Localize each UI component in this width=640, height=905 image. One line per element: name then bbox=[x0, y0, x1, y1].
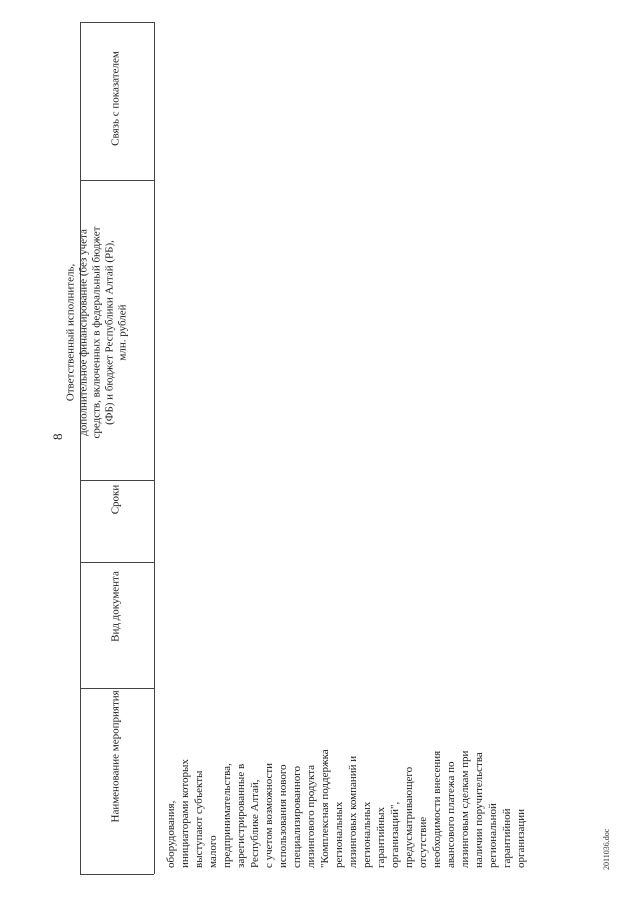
event-description-line: организаций", bbox=[389, 801, 401, 868]
event-description-line: наличии поручительства bbox=[473, 752, 485, 868]
event-description-line: региональной bbox=[487, 803, 499, 868]
event-description-line: лизинговым сделкам при bbox=[459, 750, 471, 868]
header-document-type: Вид документа bbox=[109, 571, 122, 642]
event-description-line: специализированного bbox=[291, 766, 303, 868]
header-responsible-line: млн. рублей bbox=[116, 304, 129, 361]
event-description-line: гарантийных bbox=[375, 806, 387, 868]
event-description-line: инициаторами которых bbox=[179, 759, 191, 868]
event-description-line: малого bbox=[207, 835, 219, 868]
event-description-line: организации bbox=[515, 808, 527, 868]
event-description-line: региональных bbox=[361, 801, 373, 868]
event-description-line: Республике Алтай, bbox=[249, 779, 261, 868]
table-bottom-border bbox=[80, 874, 154, 875]
event-description-line: необходимости внесения bbox=[431, 750, 443, 868]
header-responsible-line: Ответственный исполнитель, bbox=[64, 263, 77, 402]
event-description-line: предусматривающего bbox=[403, 766, 415, 868]
header-responsible bbox=[65, 218, 130, 448]
page-number: 8 bbox=[50, 433, 65, 440]
table-right-border bbox=[154, 22, 155, 874]
column-divider-4 bbox=[80, 688, 154, 689]
column-divider-1 bbox=[80, 180, 154, 181]
header-deadlines: Сроки bbox=[109, 484, 122, 515]
header-responsible-line: средств, включенных в федеральный бюджет bbox=[90, 226, 103, 439]
event-description-line: использования нового bbox=[277, 764, 289, 868]
event-description-line: "Комплексная поддержка bbox=[319, 749, 331, 868]
event-description-line: выступают субъекты bbox=[193, 770, 205, 868]
event-description-line: зарегистрированные в bbox=[235, 763, 247, 868]
event-description bbox=[164, 749, 528, 868]
event-description-line: региональных bbox=[333, 801, 345, 868]
event-description-line: лизингового продукта bbox=[305, 764, 317, 868]
event-description-line: лизинговых компаний и bbox=[347, 755, 359, 868]
header-event-name: Наименование мероприятия bbox=[109, 690, 122, 823]
event-description-line: гарантийной bbox=[501, 808, 513, 868]
table-top-border bbox=[80, 22, 154, 23]
document-filename: 2011036.doc bbox=[602, 828, 611, 870]
header-responsible-line: дополнительное финансирование (без учета bbox=[77, 229, 90, 436]
event-description-line: с учетом возможности bbox=[263, 762, 275, 868]
header-responsible-line: (ФБ) и бюджет Республики Алтай (РБ), bbox=[103, 240, 116, 425]
header-indicator-link: Связь с показателем bbox=[109, 51, 122, 146]
event-description-line: оборудования, bbox=[165, 800, 177, 868]
table-left-border bbox=[80, 22, 81, 874]
event-description-line: отсутствие bbox=[417, 816, 429, 868]
event-description-line: авансового платежа по bbox=[445, 761, 457, 868]
event-description-line: предпринимательства, bbox=[221, 763, 233, 868]
